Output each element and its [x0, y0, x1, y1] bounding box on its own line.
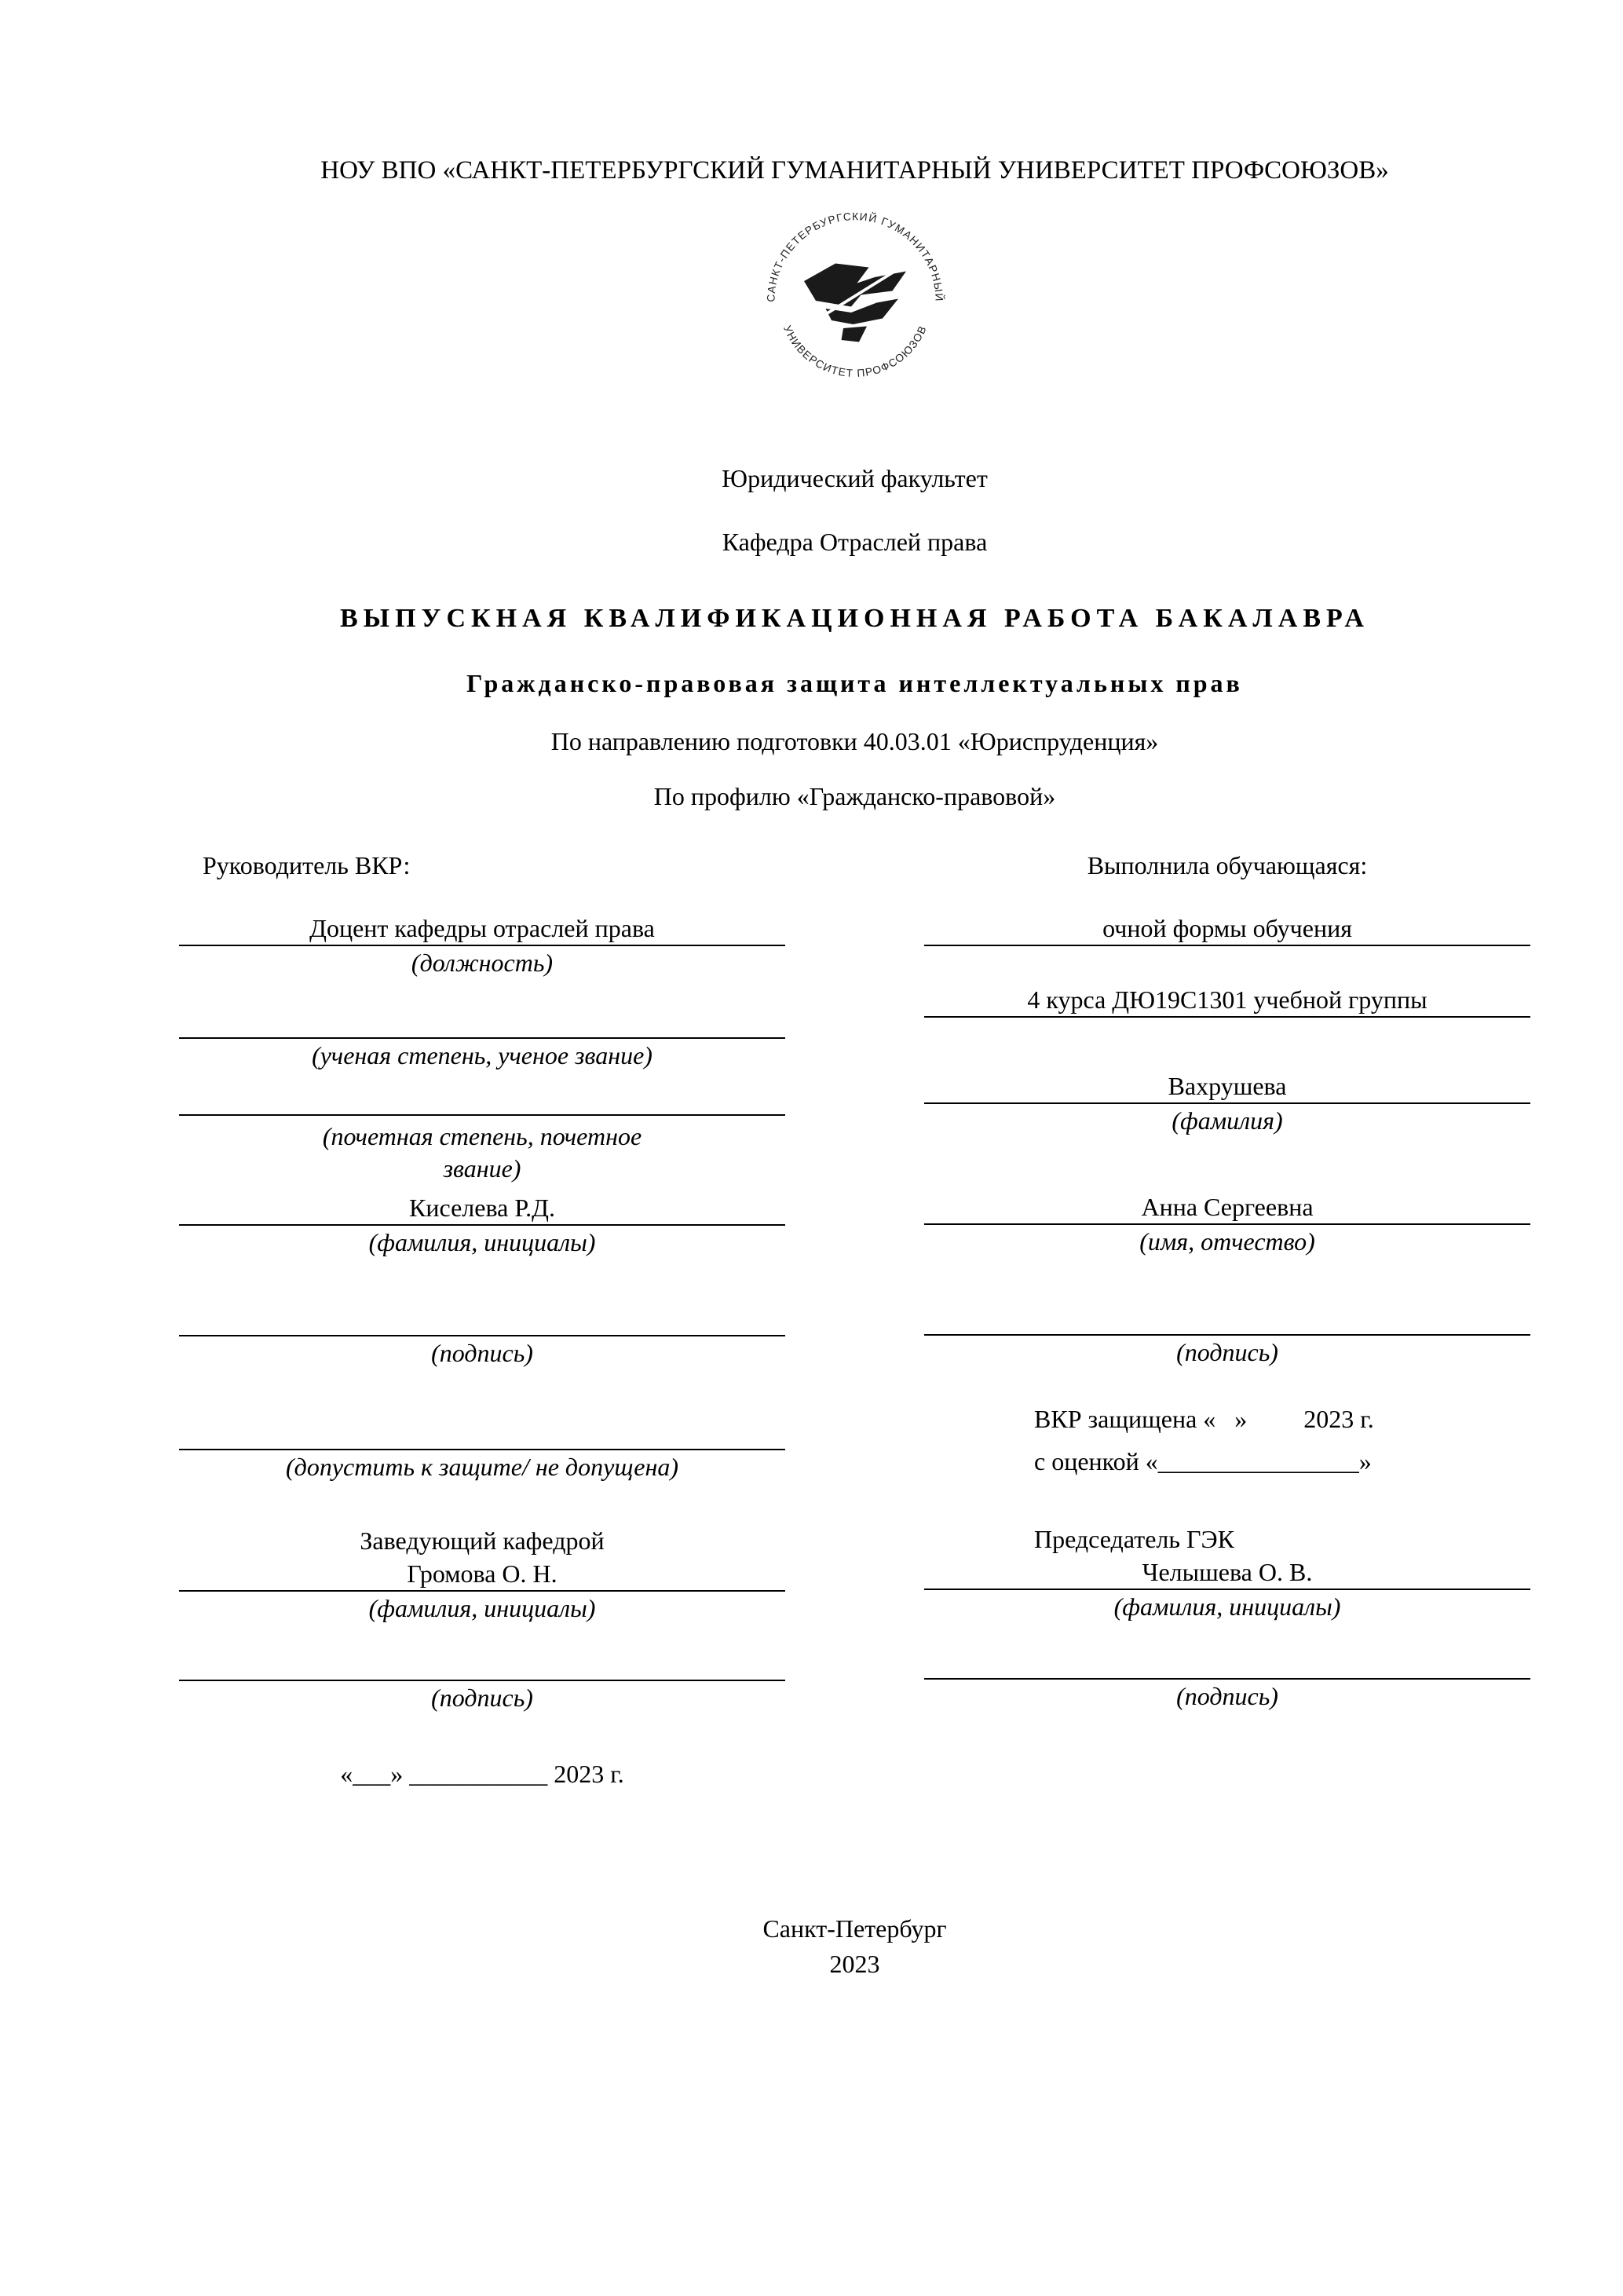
admission-caption: (допустить к защите/ не допущена): [286, 1452, 678, 1481]
page-footer: [179, 1911, 1530, 1982]
supervisor-signature-value: [179, 1303, 785, 1336]
academic-degree-value: [179, 1006, 785, 1039]
student-signature-value: [924, 1303, 1530, 1336]
dept-head-signature-caption: (подпись): [431, 1683, 533, 1712]
study-form-field: [924, 912, 1530, 979]
surname-value: Вахрушева: [924, 1069, 1530, 1104]
position-field: [179, 912, 785, 979]
date-line: «___» ___________ 2023 г.: [340, 1759, 624, 1788]
logo-bottom-text: УНИВЕРСИТЕТ ПРОФСОЮЗОВ: [780, 323, 929, 379]
student-column: [924, 849, 1530, 1790]
student-signature-field: [924, 1303, 1530, 1369]
dept-head-label: Заведующий кафедрой: [360, 1526, 605, 1555]
supervisor-name-caption: (фамилия, инициалы): [368, 1227, 596, 1256]
signature-columns: [179, 849, 1530, 1790]
supervisor-name-value: Киселева Р.Д.: [179, 1191, 785, 1226]
work-type-heading: ВЫПУСКНАЯ КВАЛИФИКАЦИОННАЯ РАБОТА БАКАЛАВРА: [340, 603, 1369, 633]
study-form-caption: [924, 946, 1530, 979]
honorary-degree-caption: (почетная степень, почетное звание): [322, 1121, 642, 1183]
logo-top-text: САНКТ-ПЕТЕРБУРГСКИЙ ГУМАНИТАРНЫЙ: [764, 210, 945, 302]
study-group-field: [924, 983, 1530, 1051]
supervisor-signature-caption: (подпись): [431, 1338, 533, 1367]
given-name-caption: (имя, отчество): [1139, 1227, 1315, 1256]
chair-name-value: Челышева О. В.: [924, 1556, 1530, 1590]
logo-emblem-shape: [804, 263, 906, 342]
university-logo-svg: [757, 203, 953, 399]
chair-name-field: [924, 1556, 1530, 1623]
profile-line: По профилю «Гражданско-правовой»: [653, 781, 1056, 810]
study-group-value: 4 курса ДЮ19С1301 учебной группы: [924, 983, 1530, 1018]
student-heading: Выполнила обучающаяся:: [1087, 850, 1368, 879]
faculty-name: Юридический факультет: [722, 463, 988, 492]
chair-signature-field: [924, 1647, 1530, 1713]
chair-name-caption: (фамилия, инициалы): [1113, 1592, 1341, 1621]
university-header: НОУ ВПО «САНКТ-ПЕТЕРБУРГСКИЙ ГУМАНИТАРНЫЙ УНИВЕРСИТЕТ ПРОФСОЮЗОВ»: [320, 156, 1389, 185]
chair-label: Председатель ГЭК: [1034, 1524, 1234, 1553]
thesis-title: Гражданско-правовая защита интеллектуальных прав: [466, 668, 1243, 697]
chair-signature-value: [924, 1647, 1530, 1680]
university-logo: [179, 203, 1530, 403]
position-value: Доцент кафедры отраслей права: [179, 912, 785, 946]
academic-degree-caption: (ученая степень, ученое звание): [312, 1040, 652, 1069]
honorary-degree-field: [179, 1083, 785, 1186]
surname-caption: (фамилия): [1172, 1106, 1283, 1135]
supervisor-column: [179, 849, 785, 1790]
admission-field: [179, 1417, 785, 1483]
dept-head-name-field: [179, 1557, 785, 1625]
defense-line: ВКР защищена « » 2023 г.: [1034, 1404, 1374, 1433]
study-form-value: очной формы обучения: [924, 912, 1530, 946]
department-name: Кафедра Отраслей права: [722, 527, 988, 556]
given-name-value: Анна Сергеевна: [924, 1190, 1530, 1225]
dept-head-signature-field: [179, 1648, 785, 1714]
student-signature-caption: (подпись): [1176, 1337, 1278, 1366]
supervisor-heading: Руководитель ВКР:: [203, 850, 411, 879]
dept-head-name-value: Громова О. Н.: [179, 1557, 785, 1592]
chair-signature-caption: (подпись): [1176, 1681, 1278, 1710]
dept-head-signature-value: [179, 1648, 785, 1681]
admission-value: [179, 1417, 785, 1450]
surname-field: [924, 1069, 1530, 1137]
dept-head-name-caption: (фамилия, инициалы): [368, 1593, 596, 1622]
supervisor-name-field: [179, 1191, 785, 1259]
year: 2023: [829, 1949, 880, 1978]
position-caption: (должность): [411, 948, 554, 977]
academic-degree-field: [179, 1006, 785, 1072]
honorary-degree-value: [179, 1083, 785, 1116]
grade-line: с оценкой «________________»: [1034, 1446, 1372, 1475]
city: Санкт-Петербург: [762, 1914, 947, 1943]
given-name-field: [924, 1190, 1530, 1258]
direction-line: По направлению подготовки 40.03.01 «Юриспруденция»: [550, 726, 1159, 755]
supervisor-signature-field: [179, 1303, 785, 1369]
study-group-caption: [924, 1018, 1530, 1051]
